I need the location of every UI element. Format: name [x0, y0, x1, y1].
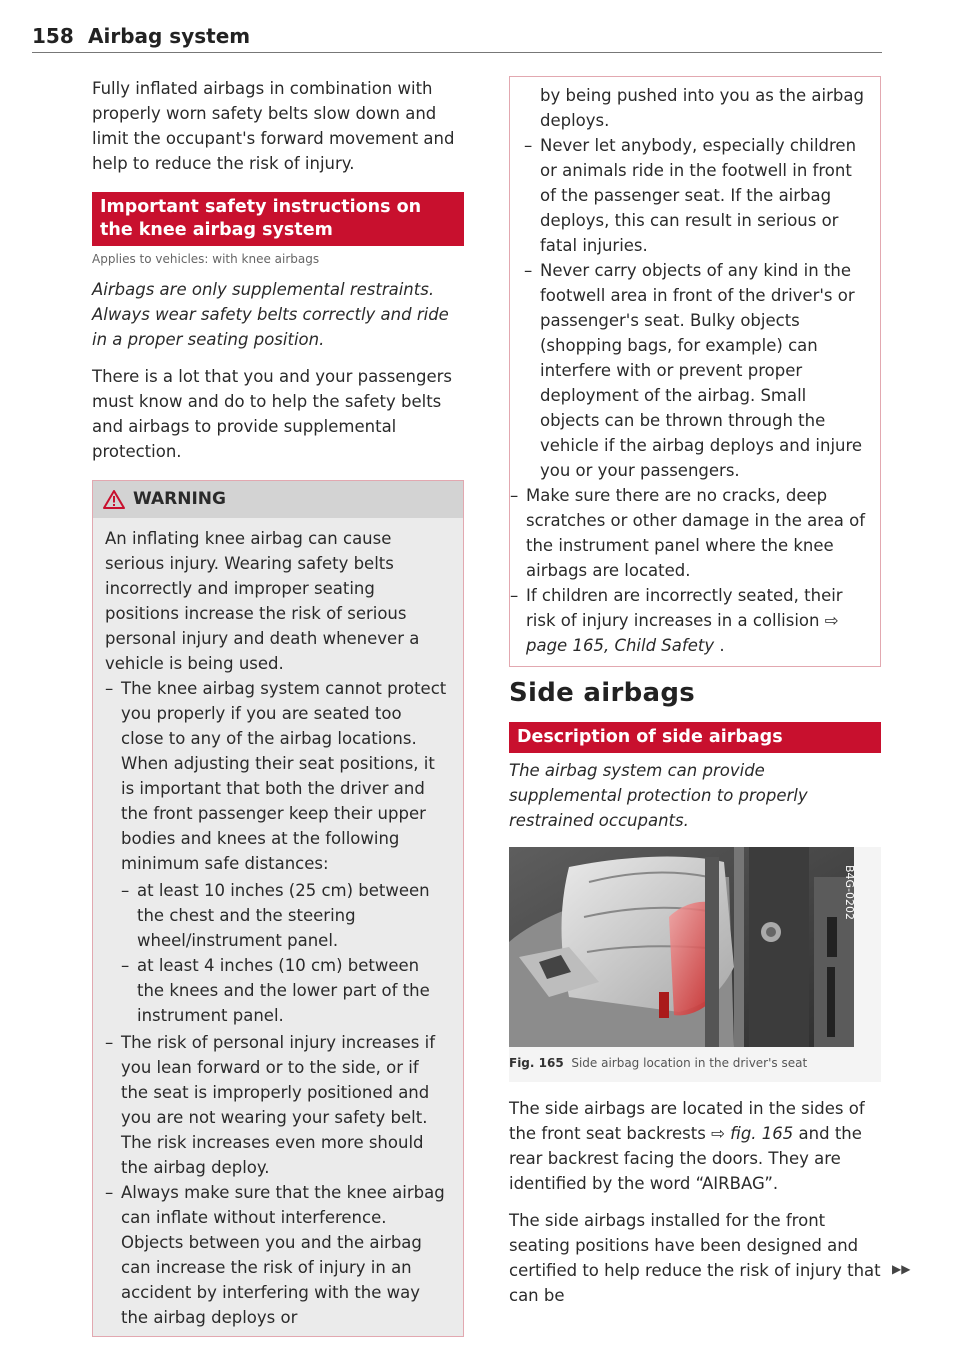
- warning-item: – Always make sure that the knee airbag can inflate without interference. Objects between you and the airbag can increase the risk of injury in an accident by interfering with the way the airbag deploys or: [105, 1180, 449, 1330]
- figure-ref-link[interactable]: ⇨ fig. 165: [711, 1124, 794, 1143]
- warning-title: WARNING: [133, 489, 226, 509]
- description-heading: Description of side airbags: [509, 722, 881, 753]
- warning-list: [105, 676, 449, 1330]
- warning-icon: [103, 490, 125, 509]
- paragraph-text: The side airbags are located in the sides of the front seat backrests: [509, 1099, 865, 1143]
- warning-item-text: The knee airbag system cannot protect you properly if you are seated too close to any of the airbag locations. When adjusting their seat positions, it is important that both the driver and the front passenger keep their upper bodies and knees at the following minimum safe distances:: [121, 679, 447, 873]
- warning-intro: An inflating knee airbag can cause serious injury. Wearing safety belts incorrectly and improper seating positions increase the risk of serious personal injury and death whenever a vehicle is being used.: [105, 529, 420, 673]
- distance-item: – at least 4 inches (10 cm) between the knees and the lower part of the instrument panel.: [121, 953, 449, 1028]
- warning-item: [510, 583, 870, 658]
- warning-item-text: If children are incorrectly seated, their risk of injury increases in a collision: [526, 586, 843, 630]
- warning-header: [93, 481, 463, 518]
- section-title: Airbag system: [88, 24, 251, 48]
- warning-cont-text: by being pushed into you as the airbag deploys.: [540, 86, 864, 130]
- figure-caption: [509, 1047, 881, 1082]
- knee-airbag-heading: Important safety instructions on the knee airbag system: [92, 192, 464, 246]
- continue-arrow-icon: ▶▶: [892, 1262, 911, 1276]
- front-seating-paragraph: The side airbags installed for the front seating positions have been designed and certified to help reduce the risk of injury that can be: [509, 1211, 881, 1305]
- warning-item-text: .: [714, 636, 725, 655]
- warning-continued: [509, 76, 881, 667]
- applies-note: Applies to vehicles: with knee airbags: [92, 252, 320, 266]
- side-airbag-illustration: [509, 847, 854, 1047]
- figure-caption-text: Side airbag location in the driver's seat: [571, 1056, 808, 1070]
- side-airbags-heading: Side airbags: [509, 678, 696, 708]
- page-number: 158: [32, 24, 74, 48]
- figure-code: B4G-0202: [843, 865, 856, 921]
- warning-item: [105, 676, 449, 1028]
- warning-cont-list: [524, 133, 870, 483]
- italic-lead-right: The airbag system can provide supplemental protection to properly restrained occupants.: [509, 761, 808, 830]
- warning-item: – The risk of personal injury increases if you lean forward or to the side, or if the seat is improperly positioned and you are not wearing your safety belt. The risk increases even more should the airbag deploy.: [105, 1030, 449, 1180]
- side-airbag-paragraph: [509, 1096, 881, 1196]
- child-safety-link[interactable]: ⇨ page 165, Child Safety: [526, 611, 839, 655]
- right-column: [509, 76, 881, 1320]
- body-paragraph: There is a lot that you and your passengers must know and do to help the safety belts and airbags to provide supplemental protection.: [92, 367, 453, 461]
- warning-item: – Never let anybody, especially children or animals ride in the footwell in front of the passenger seat. If the airbag deploys, this can result in serious or fatal injuries.: [524, 133, 870, 258]
- paragraph-text: and the rear backrest facing the doors. They are identified by the word “AIRBAG”.: [509, 1124, 862, 1193]
- figure-label: Fig. 165: [509, 1056, 564, 1070]
- warning-item: – Never carry objects of any kind in the footwell area in front of the driver's or passenger's seat. Bulky objects (shopping bags, for example) can interfere with or prevent proper deployment of the airbag. Small objects can be thrown through the vehicle if the airbag deploys and injure you or your passengers.: [524, 258, 870, 483]
- warning-body: [93, 518, 463, 1336]
- distance-list: [121, 878, 449, 1028]
- figure-165: [509, 847, 881, 1082]
- intro-paragraph: Fully inflated airbags in combination with properly worn safety belts slow down and limit the occupant's forward movement and help to reduce the risk of injury.: [92, 79, 455, 173]
- page-header: [32, 22, 882, 53]
- italic-lead: Airbags are only supplemental restraints. Always wear safety belts correctly and ride in a proper seating position.: [92, 280, 449, 349]
- warning-cont-list-2: [510, 483, 870, 658]
- warning-box: [92, 480, 464, 1337]
- warning-item: – Make sure there are no cracks, deep scratches or other damage in the area of the instrument panel where the knee airbags are located.: [510, 483, 870, 583]
- distance-item: – at least 10 inches (25 cm) between the chest and the steering wheel/instrument panel.: [121, 878, 449, 953]
- left-column: [92, 76, 464, 1337]
